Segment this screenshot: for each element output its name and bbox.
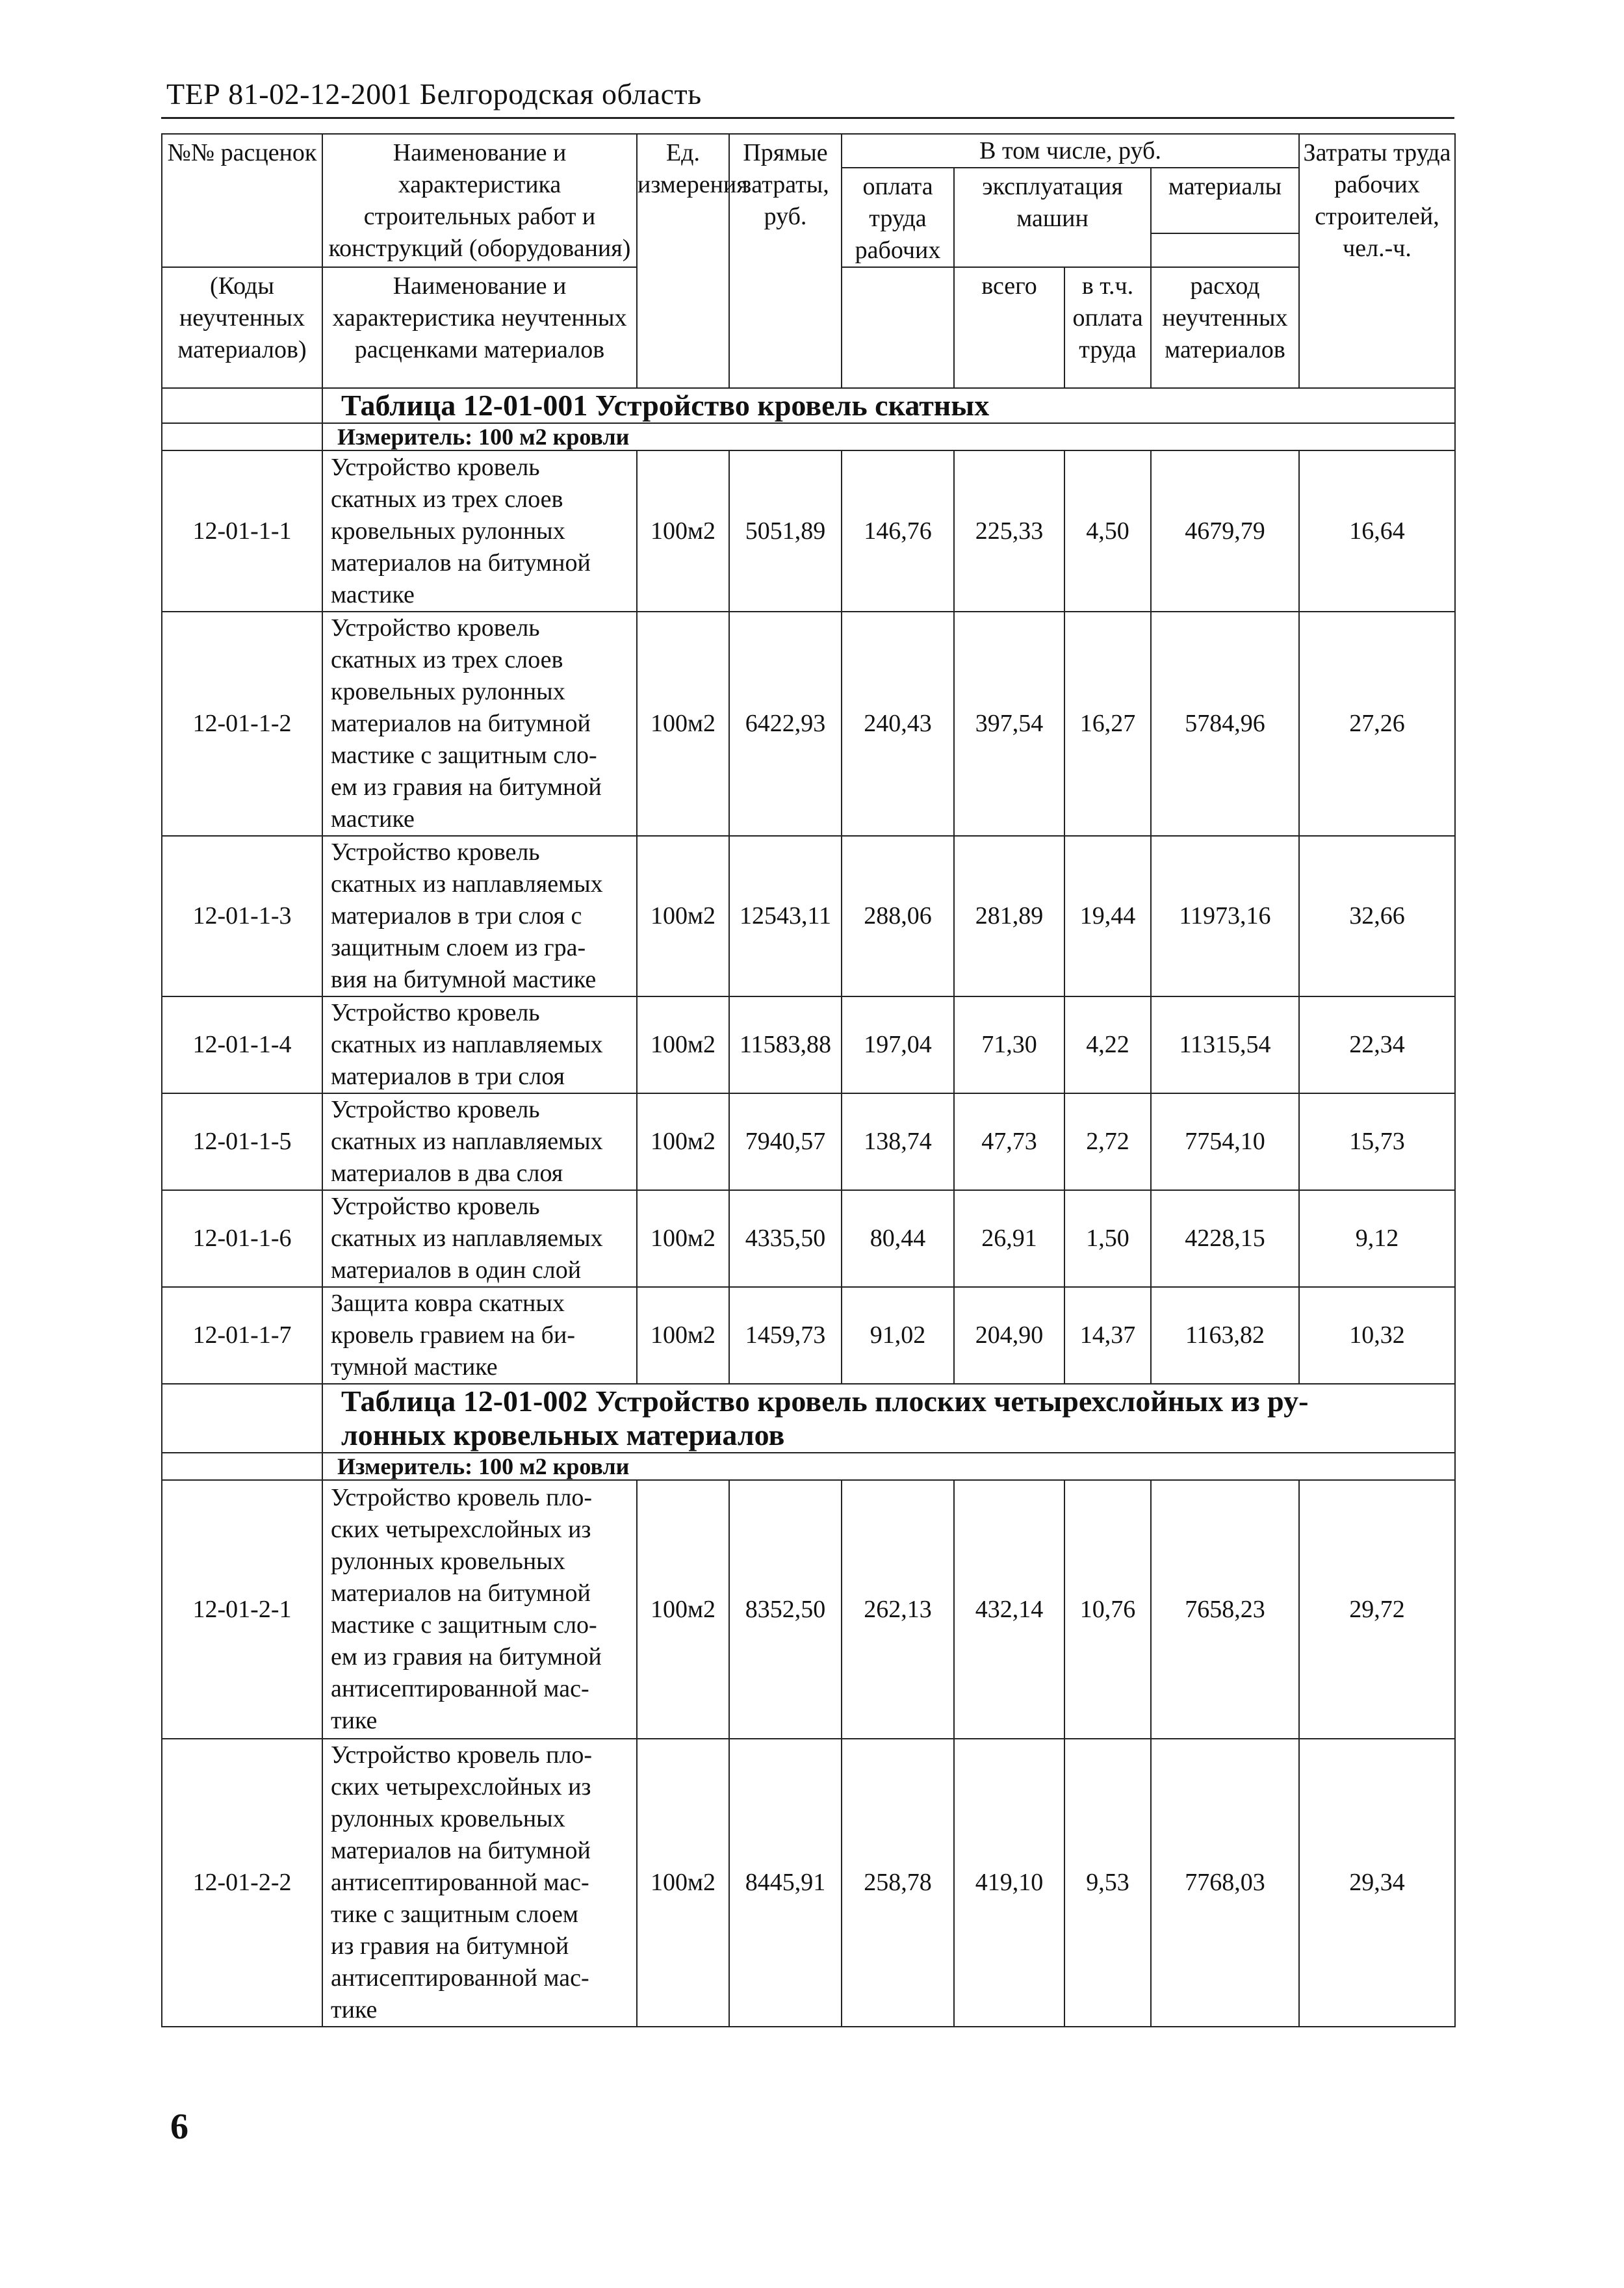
col-header-code: №№ расценок <box>162 134 322 267</box>
description-line: скатных из наплавляемых <box>331 1225 603 1252</box>
rate-code: 12-01-2-1 <box>162 1480 322 1739</box>
rate-machines-total: 225,33 <box>954 450 1064 612</box>
description-line: тумной мастике <box>331 1353 498 1381</box>
description-line: тике с защитным слоем <box>331 1901 578 1928</box>
rate-labor-pay: 258,78 <box>842 1739 954 2027</box>
section-title-spacer <box>162 1384 322 1453</box>
description-line: ем из гравия на битумной <box>331 1643 602 1670</box>
rate-labor-hours: 32,66 <box>1299 836 1455 996</box>
rate-code: 12-01-1-1 <box>162 450 322 612</box>
rate-labor-hours: 27,26 <box>1299 612 1455 836</box>
rate-description <box>322 612 637 836</box>
col-header-materials: материалы <box>1151 168 1299 233</box>
header-rule <box>161 117 1454 119</box>
description-line: ем из гравия на битумной <box>331 774 602 801</box>
table-row <box>162 1190 1455 1287</box>
table-row <box>162 1093 1455 1190</box>
rate-machines-total: 397,54 <box>954 612 1064 836</box>
rate-description <box>322 996 637 1093</box>
section-title <box>322 1384 1455 1453</box>
description-line: Устройство кровель <box>331 614 540 642</box>
col-header-direct: Прямые затраты, руб. <box>729 134 842 388</box>
col-header-incl-pay: в т.ч. оплата труда <box>1064 267 1151 388</box>
col-header-name2: Наименование и характеристика неучтенных расценками материалов <box>322 267 637 388</box>
rate-labor-hours: 29,34 <box>1299 1739 1455 2027</box>
rate-direct-costs: 7940,57 <box>729 1093 842 1190</box>
description-line: материалов на битумной <box>331 549 591 577</box>
description-line: Устройство кровель <box>331 1193 540 1220</box>
col-header-code2: (Коды неучтенных материалов) <box>162 267 322 388</box>
rate-materials: 7768,03 <box>1151 1739 1299 2027</box>
table-row <box>162 996 1455 1093</box>
col-header-name: Наименование и характеристика строительных работ и конструкций (оборудования) <box>322 134 637 267</box>
section-title: Таблица 12-01-001 Устройство кровель скатных <box>322 388 1455 423</box>
description-line: ских четырехслойных из <box>331 1516 591 1543</box>
table-row <box>162 612 1455 836</box>
rate-labor-pay: 146,76 <box>842 450 954 612</box>
rate-machines-labor-pay: 10,76 <box>1064 1480 1151 1739</box>
col-header-labor: Затраты труда рабочих строителей, чел.-ч. <box>1299 134 1455 388</box>
page-header: ТЕР 81-02-12-2001 Белгородская область <box>166 77 702 110</box>
rate-unit: 100м2 <box>637 612 729 836</box>
description-line: антисептированной мас- <box>331 1869 589 1896</box>
rate-direct-costs: 4335,50 <box>729 1190 842 1287</box>
rate-materials: 11315,54 <box>1151 996 1299 1093</box>
description-line: мастике <box>331 580 415 608</box>
rate-description <box>322 1739 637 2027</box>
col-header-unaccounted: расход неучтенных материалов <box>1151 267 1299 388</box>
table-row <box>162 1287 1455 1384</box>
description-line: Защита ковра скатных <box>331 1290 565 1317</box>
rate-machines-total: 281,89 <box>954 836 1064 996</box>
description-line: тике <box>331 1996 378 2023</box>
rate-code: 12-01-1-3 <box>162 836 322 996</box>
description-line: мастике с защитным сло- <box>331 742 597 769</box>
table-row <box>162 836 1455 996</box>
rate-direct-costs: 8352,50 <box>729 1480 842 1739</box>
rate-code: 12-01-1-2 <box>162 612 322 836</box>
rate-labor-pay: 138,74 <box>842 1093 954 1190</box>
rate-code: 12-01-1-7 <box>162 1287 322 1384</box>
rate-labor-hours: 16,64 <box>1299 450 1455 612</box>
rate-machines-total: 419,10 <box>954 1739 1064 2027</box>
rate-code: 12-01-2-2 <box>162 1739 322 2027</box>
rate-machines-labor-pay: 14,37 <box>1064 1287 1151 1384</box>
rate-machines-labor-pay: 1,50 <box>1064 1190 1151 1287</box>
rate-description <box>322 1287 637 1384</box>
rate-materials: 7658,23 <box>1151 1480 1299 1739</box>
rate-machines-labor-pay: 4,50 <box>1064 450 1151 612</box>
description-line: Устройство кровель <box>331 453 540 481</box>
description-line: антисептированной мас- <box>331 1675 589 1702</box>
section-measure: Измеритель: 100 м2 кровли <box>322 1453 1455 1480</box>
rate-code: 12-01-1-4 <box>162 996 322 1093</box>
rate-materials: 4679,79 <box>1151 450 1299 612</box>
description-line: материалов в один слой <box>331 1256 582 1284</box>
description-line: мастике с защитным сло- <box>331 1611 597 1639</box>
description-line: вия на битумной мастике <box>331 966 597 993</box>
col-header-machines: эксплуатация машин <box>954 168 1151 267</box>
description-line: материалов в два слоя <box>331 1160 563 1187</box>
rate-machines-total: 71,30 <box>954 996 1064 1093</box>
rate-machines-total: 47,73 <box>954 1093 1064 1190</box>
rate-labor-hours: 29,72 <box>1299 1480 1455 1739</box>
rate-labor-hours: 15,73 <box>1299 1093 1455 1190</box>
rate-direct-costs: 8445,91 <box>729 1739 842 2027</box>
description-line: скатных из трех слоев <box>331 646 563 673</box>
rate-machines-labor-pay: 9,53 <box>1064 1739 1151 2027</box>
description-line: кровель гравием на би- <box>331 1321 576 1349</box>
col-header-total: всего <box>954 267 1064 388</box>
rate-code: 12-01-1-6 <box>162 1190 322 1287</box>
rate-description <box>322 836 637 996</box>
description-line: кровельных рулонных <box>331 678 565 705</box>
measure-spacer <box>162 423 322 450</box>
rate-labor-pay: 288,06 <box>842 836 954 996</box>
col-header-incl: В том числе, руб. <box>842 134 1299 168</box>
rate-description <box>322 1190 637 1287</box>
page-number: 6 <box>170 2107 188 2147</box>
rate-unit: 100м2 <box>637 996 729 1093</box>
rate-materials: 1163,82 <box>1151 1287 1299 1384</box>
rates-table <box>161 133 1456 2027</box>
rate-materials: 5784,96 <box>1151 612 1299 836</box>
rate-unit: 100м2 <box>637 1480 729 1739</box>
rate-materials: 11973,16 <box>1151 836 1299 996</box>
rate-machines-labor-pay: 19,44 <box>1064 836 1151 996</box>
description-line: Устройство кровель пло- <box>331 1484 593 1511</box>
rate-labor-pay: 80,44 <box>842 1190 954 1287</box>
description-line: скатных из наплавляемых <box>331 1031 603 1058</box>
rate-labor-pay: 240,43 <box>842 612 954 836</box>
rate-labor-hours: 9,12 <box>1299 1190 1455 1287</box>
rate-machines-total: 204,90 <box>954 1287 1064 1384</box>
rate-machines-total: 26,91 <box>954 1190 1064 1287</box>
col-header-labor-pay-spacer <box>842 267 954 388</box>
rate-machines-total: 432,14 <box>954 1480 1064 1739</box>
description-line: рулонных кровельных <box>331 1805 565 1832</box>
description-line: Устройство кровель <box>331 999 540 1026</box>
rate-labor-pay: 197,04 <box>842 996 954 1093</box>
table-row <box>162 450 1455 612</box>
rate-unit: 100м2 <box>637 1739 729 2027</box>
rate-direct-costs: 12543,11 <box>729 836 842 996</box>
rate-direct-costs: 11583,88 <box>729 996 842 1093</box>
description-line: материалов на битумной <box>331 1580 591 1607</box>
description-line: материалов на битумной <box>331 710 591 737</box>
rate-description <box>322 1480 637 1739</box>
section-measure: Измеритель: 100 м2 кровли <box>322 423 1455 450</box>
description-line: Устройство кровель <box>331 1096 540 1123</box>
rate-description <box>322 450 637 612</box>
description-line: скатных из трех слоев <box>331 485 563 513</box>
rate-code: 12-01-1-5 <box>162 1093 322 1190</box>
rate-materials: 4228,15 <box>1151 1190 1299 1287</box>
description-line: ских четырехслойных из <box>331 1773 591 1800</box>
description-line: тике <box>331 1707 378 1734</box>
rate-labor-pay: 91,02 <box>842 1287 954 1384</box>
section-title-spacer <box>162 388 322 423</box>
description-line: мастике <box>331 805 415 833</box>
rate-unit: 100м2 <box>637 1190 729 1287</box>
description-line: Устройство кровель пло- <box>331 1741 593 1769</box>
description-line: из гравия на битумной <box>331 1932 569 1960</box>
col-header-labor-pay: оплата труда рабочих <box>842 168 954 267</box>
col-header-materials-spacer <box>1151 233 1299 267</box>
description-line: защитным слоем из гра- <box>331 934 586 961</box>
rate-machines-labor-pay: 4,22 <box>1064 996 1151 1093</box>
rate-description <box>322 1093 637 1190</box>
description-line: материалов в три слоя <box>331 1063 565 1090</box>
description-line: Устройство кровель <box>331 838 540 866</box>
rate-direct-costs: 5051,89 <box>729 450 842 612</box>
rate-unit: 100м2 <box>637 836 729 996</box>
rate-unit: 100м2 <box>637 1093 729 1190</box>
col-header-unit: Ед. измерения <box>637 134 729 388</box>
rate-direct-costs: 6422,93 <box>729 612 842 836</box>
rate-materials: 7754,10 <box>1151 1093 1299 1190</box>
measure-spacer <box>162 1453 322 1480</box>
description-line: скатных из наплавляемых <box>331 870 603 898</box>
description-line: кровельных рулонных <box>331 517 565 545</box>
description-line: материалов на битумной <box>331 1837 591 1864</box>
rate-unit: 100м2 <box>637 1287 729 1384</box>
description-line: скатных из наплавляемых <box>331 1128 603 1155</box>
description-line: антисептированной мас- <box>331 1964 589 1992</box>
description-line: материалов в три слоя с <box>331 902 582 930</box>
rate-labor-hours: 22,34 <box>1299 996 1455 1093</box>
table-row <box>162 1480 1455 1739</box>
table-row <box>162 1739 1455 2027</box>
rate-labor-hours: 10,32 <box>1299 1287 1455 1384</box>
rate-unit: 100м2 <box>637 450 729 612</box>
rate-labor-pay: 262,13 <box>842 1480 954 1739</box>
rate-machines-labor-pay: 16,27 <box>1064 612 1151 836</box>
description-line: рулонных кровельных <box>331 1548 565 1575</box>
section-title-line: лонных кровельных материалов <box>341 1418 785 1451</box>
rate-machines-labor-pay: 2,72 <box>1064 1093 1151 1190</box>
rate-direct-costs: 1459,73 <box>729 1287 842 1384</box>
section-title-line: Таблица 12-01-002 Устройство кровель плоских четырехслойных из ру- <box>341 1384 1309 1418</box>
